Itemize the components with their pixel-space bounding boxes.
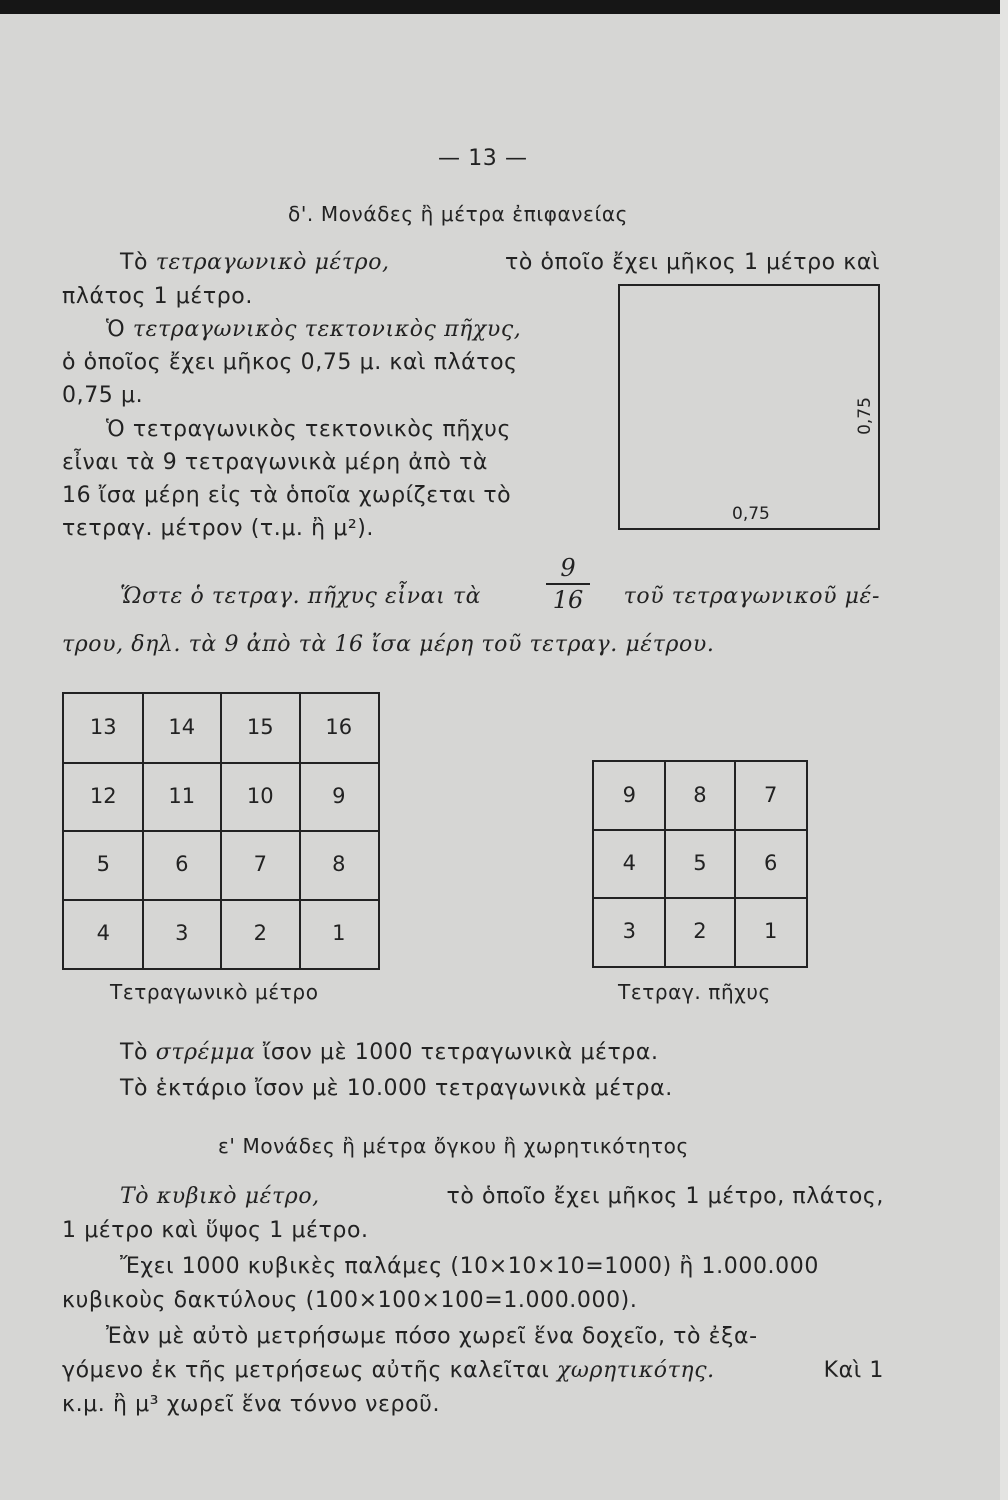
grid-cell: 4 <box>96 920 110 945</box>
grid-cell: 14 <box>168 715 196 740</box>
grid-cell: 3 <box>175 920 189 945</box>
paragraph-line: τετραγ. μέτρον (τ.μ. ἢ μ²). <box>62 516 375 541</box>
grid-cell: 10 <box>246 783 274 808</box>
fraction-sentence-line2: τρου, δηλ. τὰ 9 ἀπὸ τὰ 16 ἴσα μέρη τοῦ τετραγ. μέτρου. <box>62 632 715 657</box>
paragraph-line: 1 μέτρο καὶ ὕψος 1 μέτρο. <box>62 1218 369 1243</box>
paragraph-line: ὁ ὁποῖος ἔχει μῆκος 0,75 μ. καὶ πλάτος <box>62 350 518 375</box>
pechys-caption: Τετραγ. πῆχυς <box>618 980 771 1004</box>
grid-line-horizontal <box>594 897 806 899</box>
scan-top-edge <box>0 0 1008 14</box>
side-label: 0,75 <box>855 397 876 435</box>
term-capacity: χωρητικότης. <box>557 1358 715 1383</box>
grid-cell: 1 <box>763 919 778 943</box>
term-square-pechys: τετραγωνικὸς τεκτονικὸς πῆχυς, <box>132 317 522 342</box>
square-meter-caption: Τετραγωνικὸ μέτρο <box>110 980 319 1004</box>
fraction-sentence: Ὥστε ὁ τετραγ. πῆχυς εἶναι τὰ <box>120 584 482 609</box>
grid-cell: 11 <box>168 783 196 808</box>
grid-cell: 5 <box>96 852 110 877</box>
stremma-line: Τὸ στρέμμα ἴσον μὲ 1000 τετραγωνικὰ μέτρα. <box>120 1040 659 1065</box>
fraction-denominator: 16 <box>552 586 584 614</box>
hectare-line: Τὸ ἑκτάριο ἴσον μὲ 10.000 τετραγωνικὰ μέτρα. <box>120 1076 673 1101</box>
paragraph-line: 16 ἴσα μέρη εἰς τὰ ὁποῖα χωρίζεται τὸ <box>62 483 512 508</box>
paragraph-line: Ἐὰν μὲ αὐτὸ μετρήσωμε πόσο χωρεῖ ἕνα δοχεῖο, τὸ ἐξα- <box>106 1324 758 1349</box>
paragraph-line: Τὸ κυβικὸ μέτρο, τὸ ὁποῖο ἔχει μῆκος 1 μέτρο, πλάτος, <box>120 1184 884 1209</box>
paragraph-line: Ὁ τετραγωνικὸς τεκτονικὸς πῆχυς <box>106 417 512 442</box>
fraction-numerator: 9 <box>560 554 576 582</box>
grid-cell: 9 <box>332 783 346 808</box>
grid-cell: 12 <box>89 783 117 808</box>
grid-cell: 8 <box>693 783 707 807</box>
grid-cell: 6 <box>763 851 778 875</box>
grid-cell: 9 <box>622 783 637 807</box>
page-number: — 13 — <box>438 146 528 171</box>
paragraph-line: Ἔχει 1000 κυβικὲς παλάμες (10×10×10=1000) ἢ 1.000.000 <box>120 1254 819 1279</box>
grid-cell: 1 <box>332 920 346 945</box>
grid-line-horizontal <box>594 829 806 831</box>
grid-cell: 5 <box>693 851 707 875</box>
paragraph-line: εἶναι τὰ 9 τετραγωνικὰ μέρη ἀπὸ τὰ <box>62 450 488 475</box>
grid-line-horizontal <box>64 830 378 832</box>
grid-cell: 13 <box>89 715 117 740</box>
fraction <box>546 554 590 614</box>
paragraph-line: 0,75 μ. <box>62 383 144 408</box>
pechys-grid <box>592 760 808 968</box>
paragraph-line: Ὁ τετραγωνικὸς τεκτονικὸς πῆχυς, <box>106 317 522 342</box>
grid-line-horizontal <box>64 899 378 901</box>
term-cubic-meter: Τὸ κυβικὸ μέτρο, <box>120 1184 320 1209</box>
pechys-square-figure <box>618 284 880 530</box>
grid-cell: 6 <box>175 852 189 877</box>
book-page <box>0 14 1000 1500</box>
grid-cell: 2 <box>253 920 267 945</box>
bottom-label: 0,75 <box>732 504 770 524</box>
grid-cell: 2 <box>693 919 707 943</box>
fraction-bar <box>546 583 590 585</box>
grid-cell: 7 <box>763 783 778 807</box>
term-stremma: στρέμμα <box>155 1040 256 1065</box>
grid-cell: 7 <box>253 852 267 877</box>
grid-cell: 15 <box>246 715 274 740</box>
paragraph-line: Τὸ τετραγωνικὸ μέτρο, τὸ ὁποῖο ἔχει μῆκος 1 μέτρο καὶ <box>120 250 880 275</box>
grid-line-horizontal <box>64 762 378 764</box>
grid-cell: 4 <box>622 851 637 875</box>
term-square-meter: τετραγωνικὸ μέτρο, <box>155 250 390 275</box>
grid-cell: 3 <box>622 919 637 943</box>
section-d-heading: δ'. Μονάδες ἢ μέτρα ἐπιφανείας <box>288 202 628 226</box>
grid-cell: 8 <box>332 852 346 877</box>
paragraph-line: γόμενο ἐκ τῆς μετρήσεως αὐτῆς καλεῖται χωρητικότης. Καὶ 1 <box>62 1358 884 1383</box>
paragraph-line: κ.μ. ἢ μ³ χωρεῖ ἕνα τόννο νεροῦ. <box>62 1392 441 1417</box>
paragraph-line: πλάτος 1 μέτρο. <box>62 284 253 309</box>
page-edge <box>1000 0 1008 1500</box>
section-e-heading: ε' Μονάδες ἢ μέτρα ὄγκου ἢ χωρητικότητος <box>218 1134 689 1158</box>
square-meter-grid <box>62 692 380 970</box>
grid-cell: 16 <box>325 715 353 740</box>
paragraph-line: κυβικοὺς δακτύλους (100×100×100=1.000.000). <box>62 1288 638 1313</box>
fraction-sentence-cont: τοῦ τετραγωνικοῦ μέ- <box>623 584 880 609</box>
